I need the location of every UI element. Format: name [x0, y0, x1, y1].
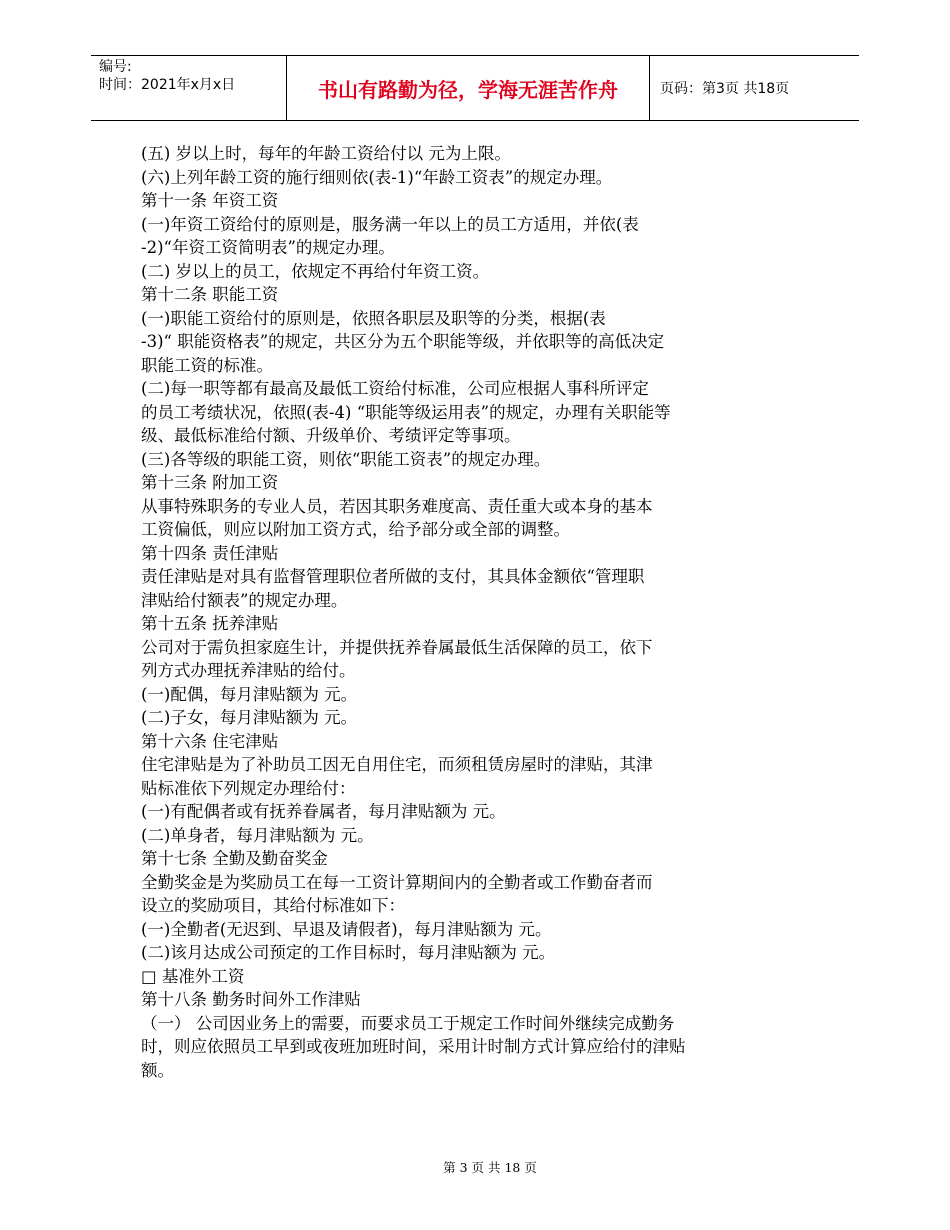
text-line: (二)单身者，每月津贴额为 元。: [141, 825, 374, 845]
text-line: 公司对于需负担家庭生计，并提供抚养眷属最低生活保障的员工，依下: [141, 637, 653, 657]
page-header: [91, 55, 859, 121]
text-line: 住宅津贴是为了补助员工因无自用住宅，而须租赁房屋时的津贴，其津: [141, 755, 653, 774]
article-heading: 第十五条 抚养津贴: [141, 614, 279, 633]
text-line: (一)全勤者(无迟到、早退及请假者)，每月津贴额为 元。: [141, 919, 552, 939]
article-heading: 第十四条 责任津贴: [141, 543, 279, 563]
text-line: 的员工考绩状况，依照(表-4) “职能等级运用表”的规定，办理有关职能等: [141, 402, 671, 422]
text-line: (五) 岁以上时，每年的年龄工资给付以 元为上限。: [141, 144, 511, 163]
text-line: 责任津贴是对具有监督管理职位者所做的支付，其具体金额依“管理职: [141, 567, 645, 586]
text-line: (一)有配偶者或有抚养眷属者，每月津贴额为 元。: [141, 802, 506, 821]
text-line: (二)每一职等都有最高及最低工资给付标准，公司应根据人事科所评定: [141, 379, 649, 398]
header-meta: [91, 56, 286, 120]
document-body: [141, 142, 821, 1082]
article-heading: 第十六条 住宅津贴: [141, 731, 279, 751]
document-code-label: 编号:: [99, 59, 132, 75]
text-line: (二) 岁以上的员工，依规定不再给付年资工资。: [141, 261, 490, 281]
text-line: -3)“ 职能资格表”的规定，共区分为五个职能等级，并依职等的高低决定: [141, 332, 665, 351]
article-heading: 第十三条 附加工资: [141, 473, 279, 492]
text-line: (一)年资工资给付的原则是，服务满一年以上的员工方适用，并依(表: [141, 214, 639, 234]
text-line: 从事特殊职务的专业人员，若因其职务难度高、责任重大或本身的基本: [141, 496, 653, 516]
header-motto: 书山有路勤为径，学海无涯苦作舟: [286, 56, 650, 120]
text-line: (二)子女，每月津贴额为 元。: [141, 708, 358, 727]
text-line: 职能工资的标准。: [141, 355, 273, 375]
text-line: -2)“年资工资简明表”的规定办理。: [141, 238, 395, 257]
text-line: (六)上列年龄工资的施行细则依(表-1)“年龄工资表”的规定办理。: [141, 167, 613, 187]
section-heading: □ 基准外工资: [141, 966, 245, 986]
text-line: (一)配偶，每月津贴额为 元。: [141, 684, 358, 704]
page-footer: 第 3 页 共 18 页: [443, 1160, 537, 1175]
text-line: 津贴给付额表”的规定办理。: [141, 590, 348, 610]
text-line: 级、最低标准给付额、升级单价、考绩评定等事项。: [141, 426, 521, 445]
text-line: (二)该月达成公司预定的工作目标时，每月津贴额为 元。: [141, 943, 556, 962]
text-line: (三)各等级的职能工资，则依“职能工资表”的规定办理。: [141, 449, 551, 469]
text-line: 额。: [141, 1060, 174, 1080]
text-line: 全勤奖金是为奖励员工在每一工资计算期间内的全勤者或工作勤奋者而: [141, 872, 653, 892]
text-line: 时，则应依照员工早到或夜班加班时间，采用计时制方式计算应给付的津贴: [141, 1037, 686, 1056]
article-heading: 第十一条 年资工资: [141, 191, 279, 210]
article-heading: 第十八条 勤务时间外工作津贴: [141, 990, 361, 1009]
text-line: 设立的奖励项目，其给付标准如下：: [141, 896, 405, 915]
article-heading: 第十二条 职能工资: [141, 285, 279, 304]
text-line: 工资偏低，则应以附加工资方式，给予部分或全部的调整。: [141, 520, 570, 539]
document-time: 时间：2021年x月x日: [99, 77, 236, 93]
text-line: 贴标准依下列规定办理给付：: [141, 778, 356, 798]
text-line: (一)职能工资给付的原则是，依照各职层及职等的分类，根据(表: [141, 308, 606, 328]
header-page-info: 页码：第3页 共18页: [660, 81, 790, 97]
article-heading: 第十七条 全勤及勤奋奖金: [141, 849, 328, 868]
text-line: 列方式办理抚养津贴的给付。: [141, 661, 356, 680]
text-line: （一） 公司因业务上的需要，而要求员工于规定工作时间外继续完成勤务: [141, 1013, 675, 1033]
